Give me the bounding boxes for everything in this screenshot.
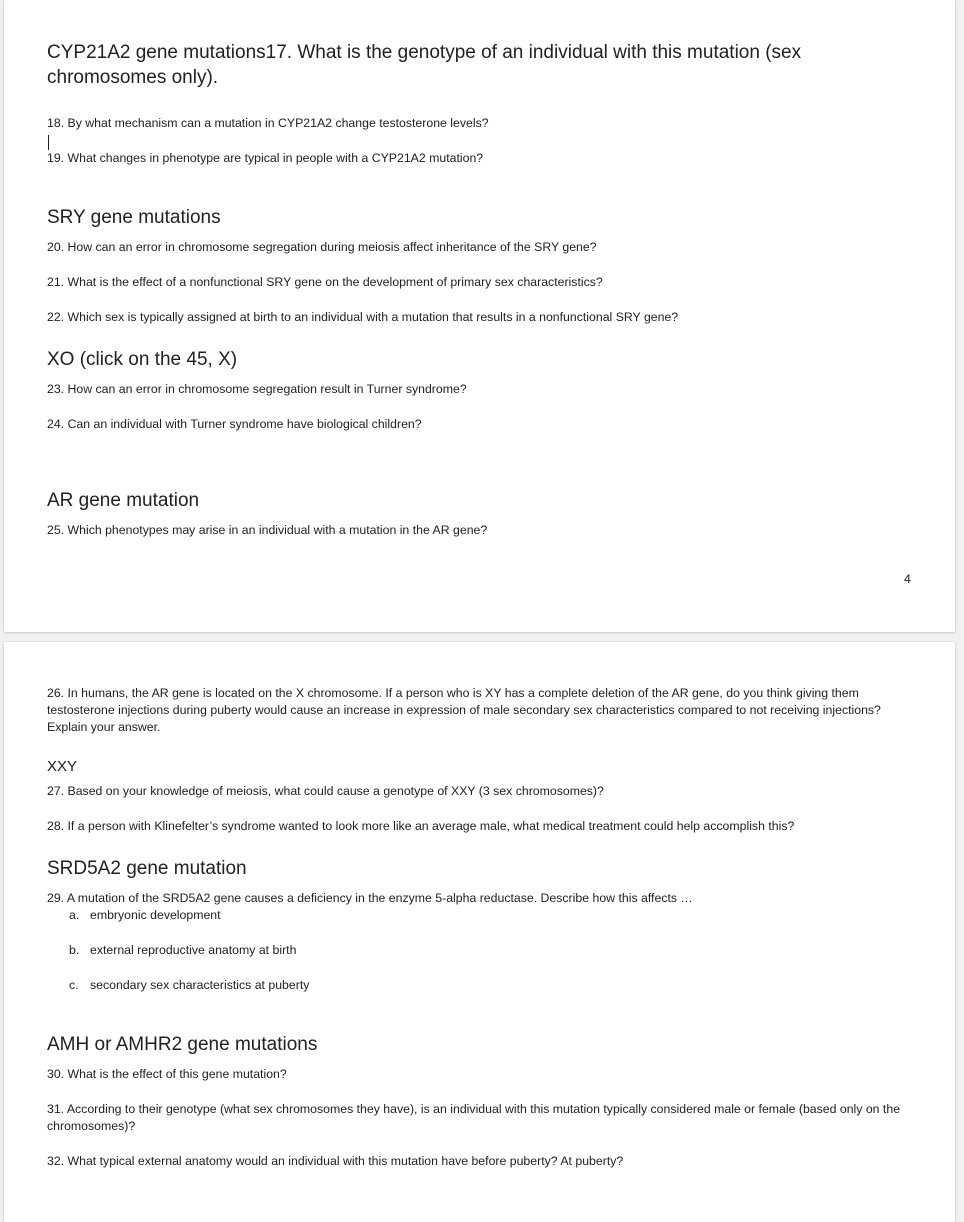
heading-amh: AMH or AMHR2 gene mutations bbox=[47, 1034, 318, 1055]
question-27: 27. Based on your knowledge of meiosis, what could cause a genotype of XXY (3 sex chromosomes)? bbox=[47, 784, 604, 798]
heading-ar: AR gene mutation bbox=[47, 490, 200, 511]
question-29: 29. A mutation of the SRD5A2 gene causes a deficiency in the enzyme 5-alpha reductase. Describe how this affects … bbox=[47, 891, 693, 905]
list-item-text: embryonic development bbox=[90, 908, 221, 922]
question-20: 20. How can an error in chromosome segregation during meiosis affect inheritance of the SRY gene? bbox=[47, 240, 597, 254]
heading-sry: SRY gene mutations bbox=[47, 207, 221, 228]
question-19: 19. What changes in phenotype are typical in people with a CYP21A2 mutation? bbox=[47, 151, 484, 165]
heading-xxy: XXY bbox=[47, 758, 78, 775]
question-26: 26. In humans, the AR gene is located on the X chromosome. If a person who is XY has a complete deletion of the AR gene, do you think giving them testosterone injections during puberty would cause an increase in expression of male secondary sex characteristics compared to not receiving injections? Explain your answer. bbox=[47, 686, 881, 734]
list-item-text: external reproductive anatomy at birth bbox=[90, 943, 297, 957]
question-29-item-a bbox=[69, 907, 221, 924]
heading-srd5a2: SRD5A2 gene mutation bbox=[47, 858, 247, 879]
question-21: 21. What is the effect of a nonfunctional SRY gene on the development of primary sex characteristics? bbox=[47, 275, 603, 289]
heading-xo: XO (click on the 45, X) bbox=[47, 349, 238, 370]
question-31: 31. According to their genotype (what sex chromosomes they have), is an individual with this mutation typically considered male or female (based only on the chromosomes)? bbox=[47, 1102, 901, 1133]
page-number: 4 bbox=[904, 572, 911, 586]
heading-cyp21a2: CYP21A2 gene mutations17. What is the genotype of an individual with this mutation (sex chromosomes only). bbox=[47, 42, 802, 88]
question-24: 24. Can an individual with Turner syndrome have biological children? bbox=[47, 417, 422, 431]
text-cursor bbox=[48, 135, 49, 150]
question-29-item-b bbox=[69, 942, 296, 959]
question-22: 22. Which sex is typically assigned at birth to an individual with a mutation that results in a nonfunctional SRY gene? bbox=[47, 310, 679, 324]
question-29-item-c bbox=[69, 977, 309, 994]
question-30: 30. What is the effect of this gene mutation? bbox=[47, 1067, 287, 1081]
document-page-4 bbox=[4, 0, 955, 632]
question-18: 18. By what mechanism can a mutation in CYP21A2 change testosterone levels? bbox=[47, 116, 489, 130]
list-marker: a. bbox=[69, 908, 80, 922]
list-item-text: secondary sex characteristics at puberty bbox=[90, 978, 310, 992]
question-32: 32. What typical external anatomy would an individual with this mutation have before puberty? At puberty? bbox=[47, 1154, 624, 1168]
list-marker: b. bbox=[69, 943, 80, 957]
question-23: 23. How can an error in chromosome segregation result in Turner syndrome? bbox=[47, 382, 467, 396]
question-28: 28. If a person with Klinefelter’s syndrome wanted to look more like an average male, what medical treatment could help accomplish this? bbox=[47, 819, 795, 833]
list-marker: c. bbox=[69, 978, 79, 992]
document-page-5 bbox=[4, 642, 955, 1222]
question-25: 25. Which phenotypes may arise in an individual with a mutation in the AR gene? bbox=[47, 523, 488, 537]
